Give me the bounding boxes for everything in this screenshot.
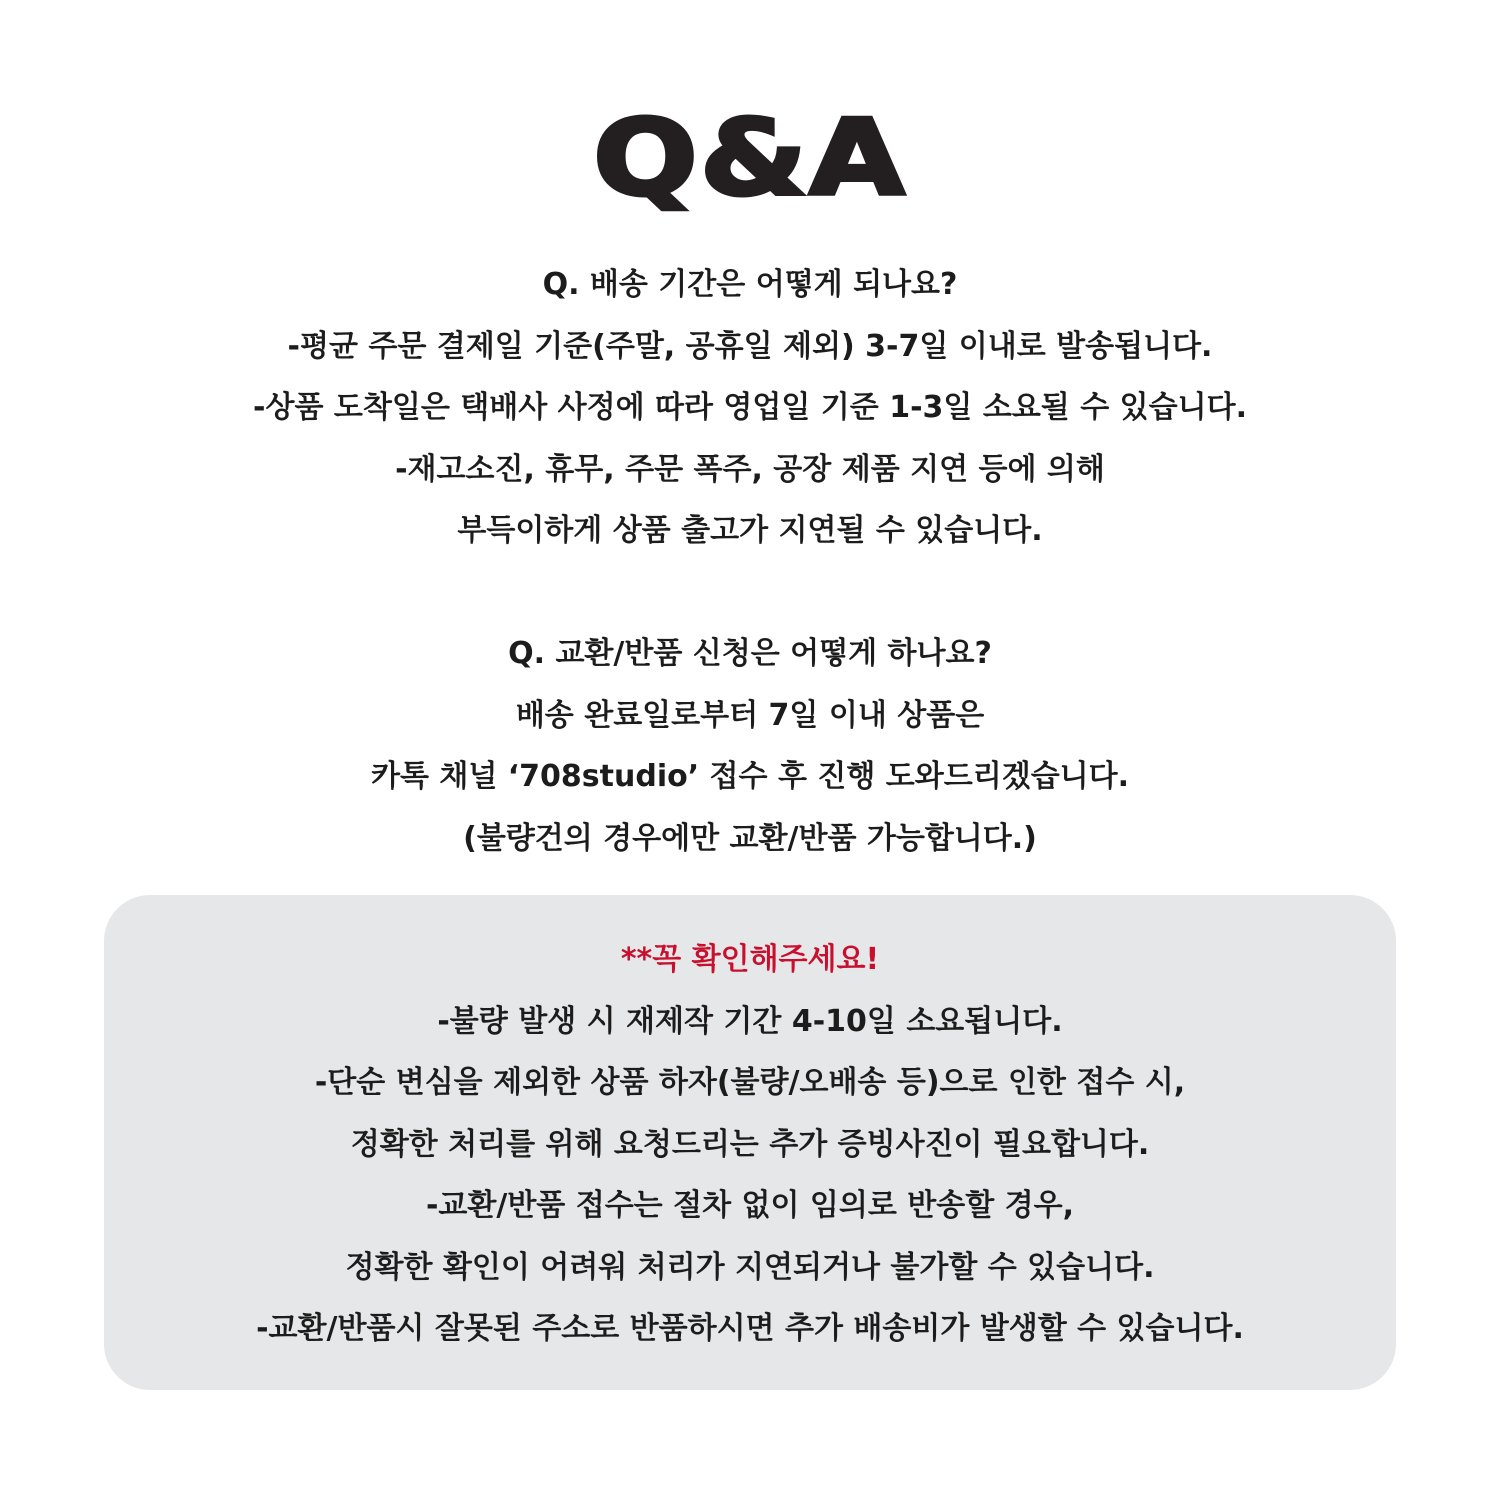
notice-line: -교환/반품 접수는 절차 없이 임의로 반송할 경우, <box>425 1188 1075 1223</box>
shipping-answer-line: 부득이하게 상품 출고가 지연될 수 있습니다. <box>457 513 1043 548</box>
notice-section <box>104 929 1396 1360</box>
exchange-answer-line: (불량건의 경우에만 교환/반품 가능합니다.) <box>463 820 1037 856</box>
shipping-answer-line: -상품 도착일은 택배사 사정에 따라 영업일 기준 1-3일 소요될 수 있습니다. <box>253 390 1247 425</box>
exchange-answer-line: 배송 완료일로부터 7일 이내 상품은 <box>515 697 985 733</box>
exchange-answer-line: 카톡 채널 ‘708studio’ 접수 후 진행 도와드리겠습니다. <box>370 759 1130 794</box>
page-title: Q&A <box>593 97 907 219</box>
notice-line: -단순 변심을 제외한 상품 하자(불량/오배송 등)으로 인한 접수 시, <box>314 1065 1186 1100</box>
shipping-answer-line: -재고소진, 휴무, 주문 폭주, 공장 제품 지연 등에 의해 <box>395 451 1105 487</box>
notice-line: -교환/반품시 잘못된 주소로 반품하시면 추가 배송비가 발생할 수 있습니다. <box>256 1311 1244 1346</box>
exchange-section <box>0 623 1500 869</box>
notice-line: 정확한 처리를 위해 요청드리는 추가 증빙사진이 필요합니다. <box>350 1126 1150 1162</box>
exchange-question: Q. 교환/반품 신청은 어떻게 하나요? <box>508 636 992 671</box>
shipping-section <box>0 254 1500 562</box>
shipping-question: Q. 배송 기간은 어떻게 되나요? <box>542 267 958 302</box>
shipping-answer-line: -평균 주문 결제일 기준(주말, 공휴일 제외) 3-7일 이내로 발송됩니다. <box>287 328 1213 364</box>
notice-line: 정확한 확인이 어려워 처리가 지연되거나 불가할 수 있습니다. <box>345 1249 1155 1285</box>
notice-line: -불량 발생 시 재제작 기간 4-10일 소요됩니다. <box>437 1003 1063 1039</box>
notice-heading: **꼭 확인해주세요! <box>620 942 880 977</box>
